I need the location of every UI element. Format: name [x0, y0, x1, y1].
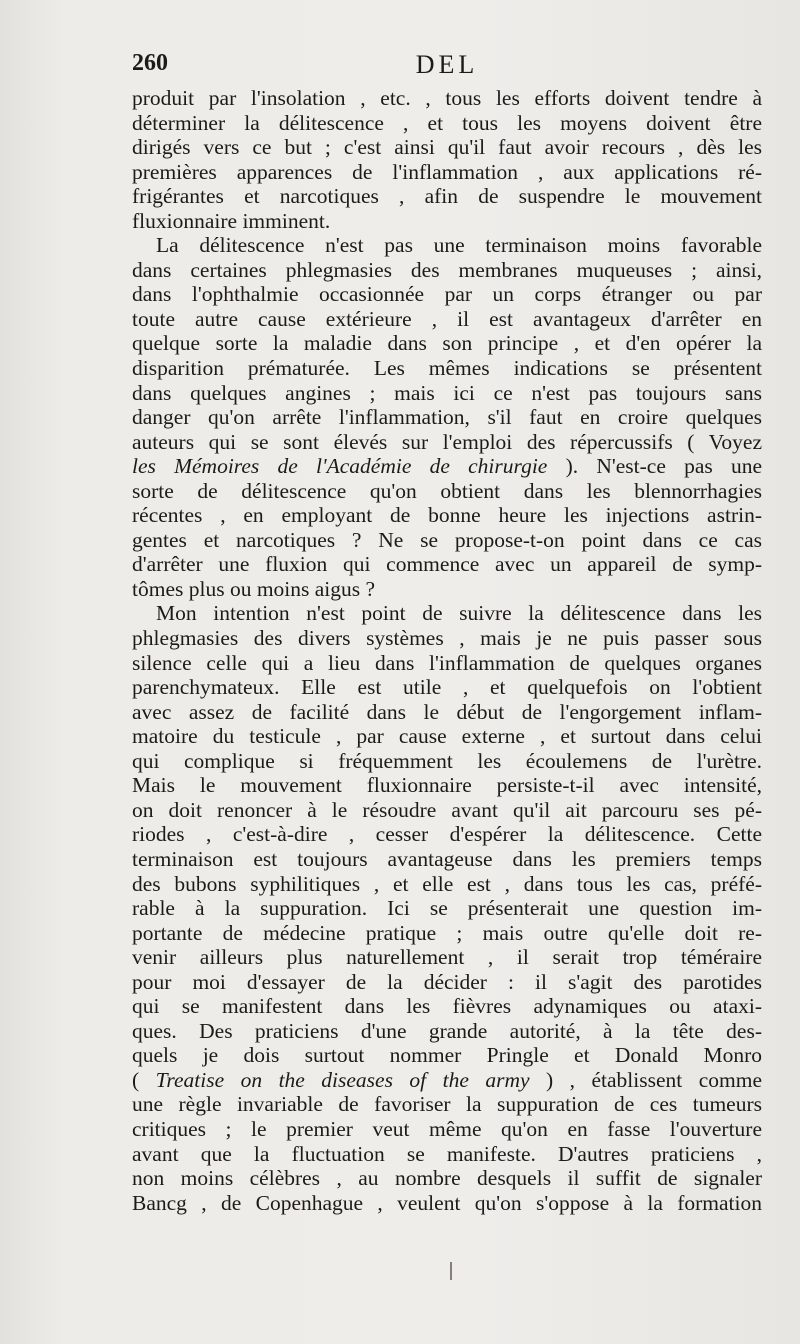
body-text [132, 86, 762, 1215]
text-line: avant que la fluctuation se manifeste. D'autres praticiens , [132, 1141, 762, 1166]
text-line: gentes et narcotiques ? Ne se propose-t-on point dans ce cas [132, 527, 762, 552]
text-line: venir ailleurs plus naturellement , il serait trop téméraire [132, 945, 762, 970]
text-line: Bancg , de Copenhague , veulent qu'on s'oppose à la formation [132, 1190, 762, 1215]
text-line: produit par l'insolation , etc. , tous les efforts doivent tendre à [132, 86, 762, 110]
printer-mark [450, 1262, 452, 1280]
text-line: premières apparences de l'inflammation , aux applications ré- [132, 159, 762, 184]
text-line: phlegmasies des divers systèmes , mais je ne puis passer sous [132, 626, 762, 651]
text-line: terminaison est toujours avantageuse dans les premiers temps [132, 846, 762, 871]
text-line: fluxionnaire imminent. [132, 208, 331, 233]
text-line: matoire du testicule , par cause externe , et surtout dans celui [132, 724, 762, 749]
text-line: récentes , en employant de bonne heure les injections astrin- [132, 503, 762, 528]
text-line: auteurs qui se sont élevés sur l'emploi des répercussifs ( Voyez [132, 429, 762, 454]
text-line: parenchymateux. Elle est utile , et quelquefois on l'obtient [132, 675, 762, 700]
text-line: d'arrêter une fluxion qui commence avec un appareil de symp- [132, 552, 762, 577]
text-line: silence celle qui a lieu dans l'inflammation de quelques organes [132, 650, 762, 675]
text-line [132, 454, 762, 479]
page-number: 260 [132, 50, 168, 76]
text-line: une règle invariable de favoriser la suppuration de ces tumeurs [132, 1092, 762, 1117]
text-line: on doit renoncer à le résoudre avant qu'il ait parcouru ses pé- [132, 797, 762, 822]
text-line: La délitescence n'est pas une terminaison moins favorable [156, 233, 762, 258]
page-header [132, 50, 762, 82]
text-line: dans certaines phlegmasies des membranes muqueuses ; ainsi, [132, 257, 762, 282]
text-segment: ( [132, 1067, 156, 1092]
text-line: Mon intention n'est point de suivre la délitescence dans les [156, 601, 762, 626]
text-line: pour moi d'essayer de la décider : il s'agit des parotides [132, 969, 762, 994]
text-line: rable à la suppuration. Ici se présenterait une question im- [132, 896, 762, 921]
text-line: tômes plus ou moins aigus ? [132, 576, 376, 601]
text-line: toute autre cause extérieure , il est avantageux d'arrêter en [132, 306, 762, 331]
text-line: des bubons syphilitiques , et elle est , dans tous les cas, préfé- [132, 871, 762, 896]
text-line: critiques ; le premier veut même qu'on en fasse l'ouverture [132, 1116, 762, 1141]
text-line: dans l'ophthalmie occasionnée par un corps étranger ou par [132, 282, 762, 307]
text-line: dans quelques angines ; mais ici ce n'est pas toujours sans [132, 380, 762, 405]
italic-title: les Mémoires de l'Académie de chirurgie [132, 454, 548, 479]
text-line: frigérantes et narcotiques , afin de suspendre le mouvement [132, 184, 762, 209]
text-line: avec assez de facilité dans le début de l'engorgement inflam- [132, 699, 762, 724]
text-line: portante de médecine pratique ; mais outre qu'elle doit re- [132, 920, 762, 945]
text-line [132, 1068, 762, 1093]
text-line: riodes , c'est-à-dire , cesser d'espérer la délitescence. Cette [132, 822, 762, 847]
text-segment: ) , établissent comme [529, 1067, 762, 1092]
text-line: dirigés vers ce but ; c'est ainsi qu'il faut avoir recours , dès les [132, 135, 762, 160]
text-line: quelque sorte la maladie dans son principe , et d'en opérer la [132, 331, 762, 356]
text-line: danger qu'on arrête l'inflammation, s'il faut en croire quelques [132, 405, 762, 430]
text-line: non moins célèbres , au nombre desquels il suffit de signaler [132, 1166, 762, 1191]
text-line: qui complique si fréquemment les écoulemens de l'urètre. [132, 748, 762, 773]
text-line: Mais le mouvement fluxionnaire persiste-t-il avec intensité, [132, 773, 762, 798]
text-line: ques. Des praticiens d'une grande autorité, à la tête des- [132, 1018, 762, 1043]
italic-title: Treatise on the diseases of the army [155, 1067, 530, 1092]
text-line: sorte de délitescence qu'on obtient dans les blennorrhagies [132, 478, 762, 503]
text-line: quels je dois surtout nommer Pringle et Donald Monro [132, 1043, 762, 1068]
running-head: DEL [415, 50, 479, 79]
text-line: qui se manifestent dans les fièvres adynamiques ou ataxi- [132, 994, 762, 1019]
text-segment: ). N'est-ce pas une [547, 454, 763, 479]
text-line: disparition prématurée. Les mêmes indications se présentent [132, 356, 762, 381]
text-line: déterminer la délitescence , et tous les moyens doivent être [132, 110, 762, 135]
